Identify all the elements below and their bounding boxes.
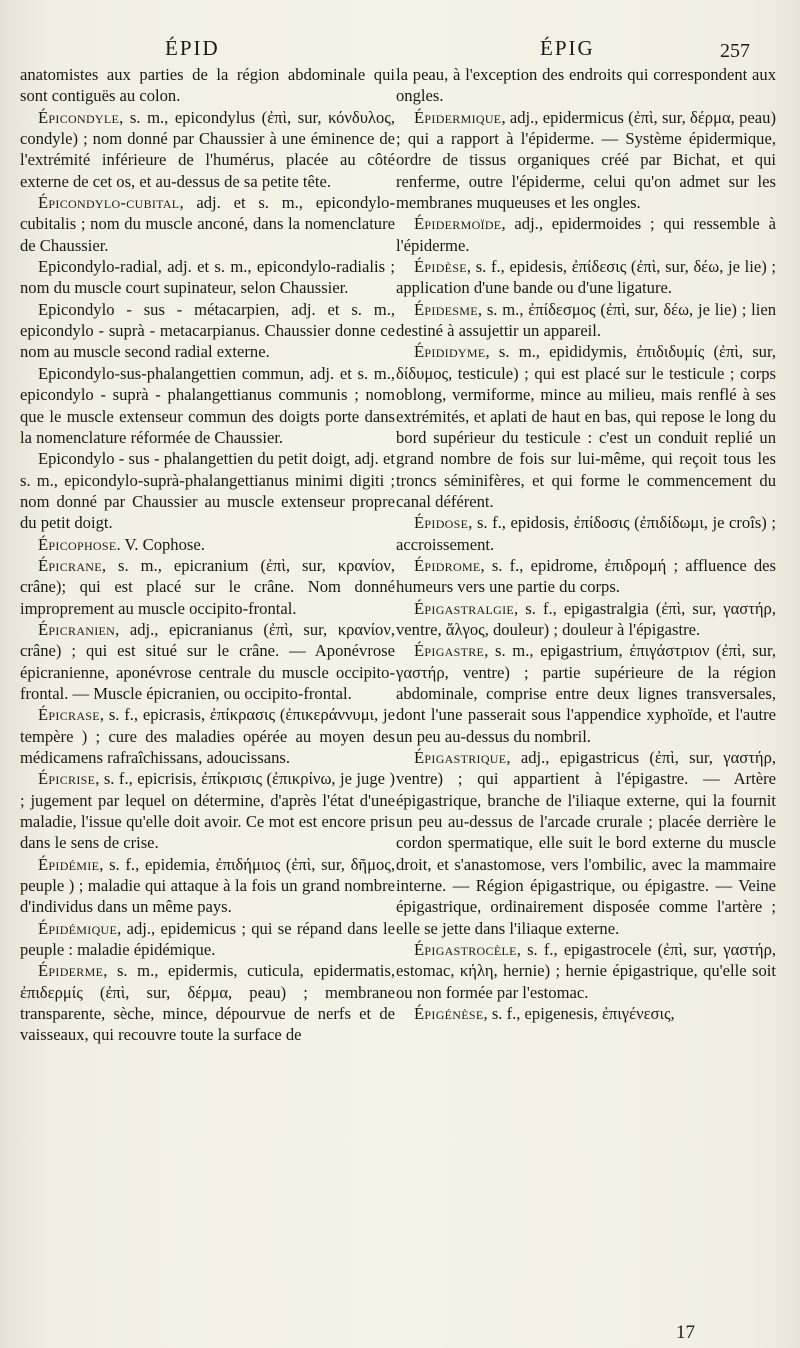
entry-headword: Épicrise (38, 769, 96, 789)
running-head-left: ÉPID (165, 36, 220, 60)
dictionary-entry (20, 448, 395, 533)
entry-text: , s. f., epicrasis, ἐπίκρασις (ἐπικεράννυμι, je tempère ) ; cure des maladies opérée au moyen des médicamens rafraîchissans, adoucissans. (20, 705, 395, 767)
entry-headword: Épigastrocèle (414, 940, 517, 960)
dictionary-entry (396, 64, 776, 107)
dictionary-entry (20, 768, 395, 853)
entry-text: , s. f., epidosis, ἐπίδοσις (ἐπιδίδωμι, je croîs) ; accroissement. (396, 513, 776, 554)
dictionary-entry (396, 1003, 776, 1024)
dictionary-entry (396, 256, 776, 299)
dictionary-entry (20, 192, 395, 256)
dictionary-entry (20, 619, 395, 704)
entry-text: , adj., epidemicus ; qui se répand dans le peuple : maladie épidémique. (20, 918, 395, 960)
dictionary-entry (20, 704, 395, 768)
entry-text: , s. f., epigastralgia (ἐπὶ, sur, γαστήρ, ventre, ἄλγος, douleur) ; douleur à l'épigastre. (396, 598, 776, 639)
entry-headword: Épicranien (38, 619, 116, 639)
dictionary-entry (396, 512, 776, 555)
entry-headword: Épidrome (414, 555, 481, 575)
dictionary-entry (20, 555, 395, 619)
entry-headword: Épigastralgie (414, 598, 515, 618)
entry-headword: Épigastre (414, 641, 485, 661)
dictionary-entry (20, 107, 395, 192)
dictionary-entry (396, 341, 776, 512)
entry-text: , s. m., ἐπίδεσμος (ἐπὶ, sur, δέω, je lie) ; lien destiné à assujettir un appareil. (396, 299, 776, 341)
dictionary-entry (20, 854, 395, 918)
page-number: 257 (720, 40, 750, 62)
entry-text: Epicondylo - sus - métacarpien, adj. et s. m., epicondylo - suprà - metacarpianus. Chaussier donne ce nom au muscle second radial externe. (20, 299, 395, 362)
dictionary-entry (396, 939, 776, 1003)
dictionary-entry (396, 107, 776, 214)
dictionary-entry (20, 256, 395, 299)
entry-headword: Épicophose (38, 534, 117, 554)
entry-text: , s. f., epidrome, ἐπιδρομή ; affluence des humeurs vers une partie du corps. (396, 555, 776, 597)
entry-headword: Épidermoïde (414, 214, 502, 234)
entry-text: , s. m., epidermis, cuticula, epidermatis, ἐπιδερμίς (ἐπὶ, sur, δέρμα, peau) ; membrane transparente, sèche, mince, dépourvue de nerfs et de vaisseaux, qui recouvre toute la surface de (20, 961, 395, 1045)
dictionary-entry (396, 213, 776, 256)
dictionary-entry (396, 747, 776, 939)
signature-mark: 17 (676, 1322, 695, 1343)
dictionary-entry (20, 299, 395, 363)
entry-text: , adj., epidermicus (ἐπὶ, sur, δέρμα, peau) ; qui a rapport à l'épiderme. — Système épidermique, ordre de tissus organiques créé par Bichat, et qui renferme, outre l'épiderme, celui qu'on admet sur les membranes muqueuses et les ongles. (396, 107, 776, 213)
entry-headword: Épidesme (414, 299, 478, 319)
dictionary-entry (396, 555, 776, 598)
entry-text: Epicondylo-radial, adj. et s. m., epicondylo-radialis ; nom du muscle court supinateur, selon Chaussier. (20, 257, 395, 298)
entry-text: Epicondylo-sus-phalangettien commun, adj. et s. m., epicondylo - suprà - phalangettianus communis ; nom que le muscle extenseur commun des doigts porte dans la nomenclature réformée de Chaussier. (20, 363, 395, 447)
entry-headword: Épicondylo-cubital (38, 193, 180, 213)
entry-text: , adj., epidermoides ; qui ressemble à l'épiderme. (396, 214, 776, 255)
entry-text: la peau, à l'exception des endroits qui correspondent aux ongles. (396, 65, 776, 106)
left-column (20, 64, 395, 1046)
entry-headword: Épicrase (38, 705, 100, 725)
entry-text: , s. m., epididymis, ἐπιδιδυμίς (ἐπὶ, sur, δίδυμος, testicule) ; qui est placé sur le testicule ; corps oblong, vermiforme, mince au milieu, mais renflé à ses extrémités, et aplati de haut en bas, qui repose le long du bord supérieur du testicule : c'est un conduit replié un grand nombre de fois sur lui-même, qui reçoit tous les troncs séminifères, et qui forme le commencement du canal déférent. (396, 342, 776, 511)
entry-text: . V. Cophose. (116, 534, 205, 554)
entry-headword: Épidèse (414, 257, 467, 277)
entry-text: , adj., epicranianus (ἐπὶ, sur, κρανίον, crâne) ; qui est situé sur le crâne. — Aponévrose épicranienne, aponévrose centrale du muscle occipito-frontal. — Muscle épicranien, ou occipito-frontal. (20, 619, 395, 703)
entry-headword: Épidose (414, 513, 469, 533)
entry-text: Epicondylo - sus - phalangettien du petit doigt, adj. et s. m., epicondylo-suprà-phalangettianus minimi digiti ; nom donné par Chaussier au muscle extenseur propre du petit doigt. (20, 449, 395, 533)
entry-headword: Épidémie (38, 854, 100, 874)
entry-text: , s. f., epidemia, ἐπιδήμιος (ἐπὶ, sur, δῆμος, peuple ) ; maladie qui attaque à la fois un grand nombre d'individus dans un même pays. (20, 854, 395, 917)
running-head-right: ÉPIG (540, 36, 595, 60)
dictionary-entry (20, 534, 395, 555)
entry-text: anatomistes aux parties de la région abdominale qui sont contiguës au colon. (20, 65, 395, 106)
entry-headword: Épigénèse (414, 1004, 484, 1024)
dictionary-entry (396, 598, 776, 641)
entry-text: , s. f., epigenesis, ἐπιγένεσις, (483, 1004, 675, 1024)
right-column (396, 64, 776, 1024)
dictionary-entry (396, 640, 776, 747)
dictionary-entry (20, 960, 395, 1045)
entry-headword: Épicrane (38, 555, 102, 575)
entry-headword: Épidermique (414, 107, 502, 127)
entry-headword: Épidémique (38, 918, 118, 938)
entry-text: , s. f., epicrisis, ἐπίκρισις (ἐπικρίνω, je juge ) ; jugement par lequel on détermine, d'après l'état d'une maladie, l'issue qu'elle doit avoir. Ce mot est encore pris dans le sens de crise. (20, 769, 395, 853)
running-header (0, 28, 800, 68)
entry-text: , adj. et s. m., epicondylo-cubitalis ; nom du muscle anconé, dans la nomenclature de Chaussier. (20, 193, 395, 255)
entry-headword: Épicondyle (38, 107, 120, 127)
dictionary-entry (20, 363, 395, 448)
entry-text: , adj., epigastricus (ἐπὶ, sur, γαστήρ, ventre) ; qui appartient à l'épigastre. — Artère épigastrique, branche de l'iliaque externe, qui la fournit un peu au-dessus de l'arcade crurale ; placée derrière le cordon spermatique, elle suit le bord externe du muscle droit, et s'anastomose, vers l'ombilic, avec la mammaire interne. — Région épigastrique, ou épigastre. — Veine épigastrique, ordinairement disposée comme l'artère ; elle se jette dans l'iliaque externe. (396, 748, 776, 938)
entry-text: , s. f., epidesis, ἐπίδεσις (ἐπὶ, sur, δέω, je lie) ; application d'une bande ou d'une ligature. (396, 257, 776, 298)
entry-headword: Épididyme (414, 342, 486, 362)
entry-text: , s. f., epigastrocele (ἐπὶ, sur, γαστήρ, estomac, κήλη, hernie) ; hernie épigastrique, qu'elle soit ou non formée par l'estomac. (396, 940, 776, 1002)
entry-text: , s. m., epicondylus (ἐπὶ, sur, κόνδυλος, condyle) ; nom donné par Chaussier à une éminence de l'extrémité inférieure de l'humérus, placée au côté externe de cet os, et au-dessus de sa petite tête. (20, 107, 395, 191)
dictionary-entry (20, 64, 395, 107)
entry-text: , s. m., epigastrium, ἐπιγάστριον (ἐπὶ, sur, γαστήρ, ventre) ; partie supérieure de la région abdominale, comprise entre deux lignes transversales, dont l'une passerait sous l'appendice xyphoïde, et l'autre un peu au-dessus du nombril. (396, 641, 776, 746)
dictionary-entry (396, 299, 776, 342)
entry-text: , s. m., epicranium (ἐπὶ, sur, κρανίον, crâne); qui est placé sur le crâne. Nom donné improprement au muscle occipito-frontal. (20, 555, 395, 618)
entry-headword: Épigastrique (414, 748, 507, 767)
dictionary-entry (20, 918, 395, 961)
entry-headword: Épiderme (38, 961, 104, 981)
